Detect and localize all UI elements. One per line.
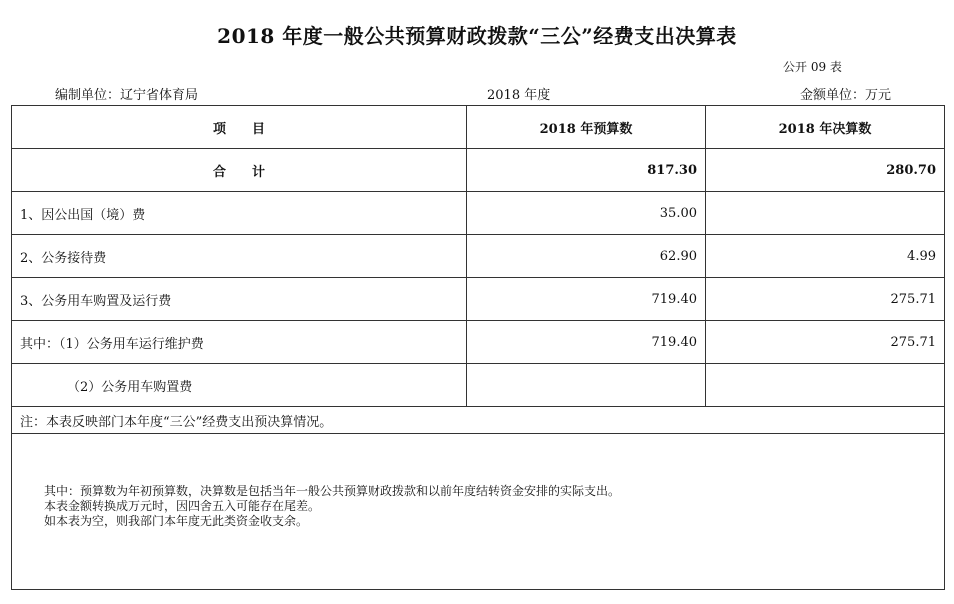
row-label: 1、因公出国（境）费 <box>12 192 467 235</box>
table-row <box>12 192 945 235</box>
table-row <box>12 321 945 364</box>
row-label: （2）公务用车购置费 <box>12 364 467 407</box>
row-final <box>706 192 945 235</box>
notes-cell <box>12 434 945 590</box>
notes-row <box>12 434 945 590</box>
row-final: 275.71 <box>706 321 945 364</box>
row-final: 4.99 <box>706 235 945 278</box>
row-budget: 35.00 <box>467 192 706 235</box>
row-final <box>706 364 945 407</box>
row-label: 2、公务接待费 <box>12 235 467 278</box>
row-budget: 719.40 <box>467 321 706 364</box>
header-item: 项 目 <box>12 106 467 149</box>
header-final: 2018 年决算数 <box>706 106 945 149</box>
row-budget <box>467 364 706 407</box>
table-row <box>12 364 945 407</box>
page-title: 2018 年度一般公共预算财政拨款“三公”经费支出决算表 <box>217 24 737 48</box>
note-line: 其中：预算数为年初预算数，决算数是包括当年一般公共预算财政拨款和以前年度结转资金安排的实际支出。 <box>44 484 621 498</box>
note-row <box>12 407 945 434</box>
header-row <box>12 106 945 149</box>
fiscal-year: 2018 年度 <box>487 88 551 103</box>
row-budget: 719.40 <box>467 278 706 321</box>
form-number: 公开 09 表 <box>783 60 842 74</box>
amount-unit: 金额单位：万元 <box>800 88 892 103</box>
row-label: 其中：（1）公务用车运行维护费 <box>12 321 467 364</box>
note-line: 如本表为空，则我部门本年度无此类资金收支余。 <box>44 514 309 528</box>
table-row <box>12 235 945 278</box>
header-budget: 2018 年预算数 <box>467 106 706 149</box>
expenditure-table <box>11 105 945 590</box>
compiling-unit: 编制单位：辽宁省体育局 <box>55 88 199 103</box>
table-note: 注：本表反映部门本年度“三公”经费支出预决算情况。 <box>12 407 945 434</box>
total-label: 合 计 <box>12 149 467 192</box>
note-line: 本表金额转换成万元时，因四舍五入可能存在尾差。 <box>44 499 321 513</box>
row-label: 3、公务用车购置及运行费 <box>12 278 467 321</box>
row-final: 275.71 <box>706 278 945 321</box>
total-row <box>12 149 945 192</box>
table-row <box>12 278 945 321</box>
total-final: 280.70 <box>706 149 945 192</box>
total-budget: 817.30 <box>467 149 706 192</box>
row-budget: 62.90 <box>467 235 706 278</box>
